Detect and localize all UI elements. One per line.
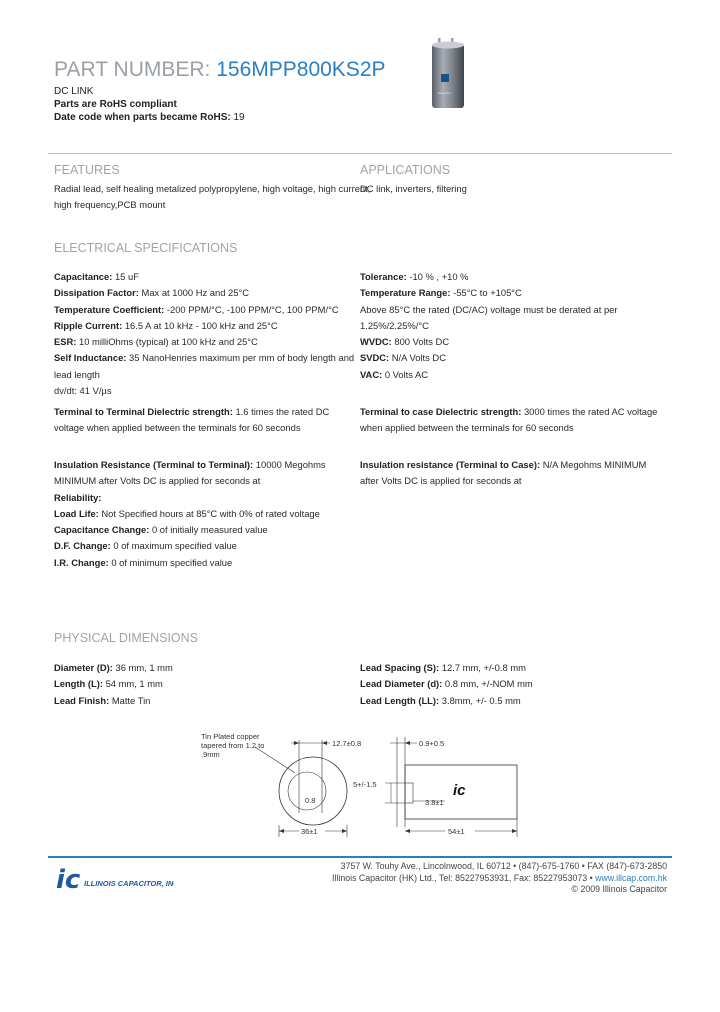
part-number-value: 156MPP800KS2P — [216, 58, 386, 81]
ir-tt: Insulation Resistance (Terminal to Terminal): 10000 Megohms MINIMUM after Volts DC is applied for seconds at Reliability: Load Life: Not Specified hours at 85°C with 0% of rated voltage Capacitance Change: 0 of initially measured value D.F. Change: 0 of maximum specified value I.R. Change: 0 of minimum specified value — [54, 457, 326, 571]
spec-row: Lead Length (LL): 3.8mm, +/- 0.5 mm — [360, 694, 521, 706]
electrical-right-list — [360, 269, 618, 383]
footer-rule — [48, 856, 672, 858]
electrical-heading: ELECTRICAL SPECIFICATIONS — [54, 241, 238, 255]
dim-ll-label: 3.8±1 — [425, 798, 444, 807]
dvdt-row: dv/dt: 41 V/µs — [54, 385, 112, 397]
footer-address: 3757 W. Touhy Ave., Lincolnwood, IL 60712 • (847)-675-1760 • FAX (847)-673-2850 — [340, 861, 667, 871]
footer-copyright: © 2009 Illinois Capacitor — [571, 884, 667, 894]
spec-row: ESR: 10 milliOhms (typical) at 100 kHz and 25°C — [54, 336, 258, 348]
reliability-row: I.R. Change: 0 of minimum specified value — [54, 556, 233, 568]
svg-text:capacitor: capacitor — [437, 91, 451, 95]
svg-text:ic: ic — [56, 865, 81, 892]
spec-row: Temperature Range: -55°C to +105°C — [360, 287, 522, 299]
applications-text: DC link, inverters, filtering — [360, 183, 467, 194]
ic-logo-mark: ic — [453, 782, 466, 799]
dim-inner-label: 0.8 — [305, 796, 316, 805]
tt-dielectric: Terminal to Terminal Dielectric strength: 1.6 times the rated DC voltage when applied between the terminals for 60 seconds — [54, 406, 330, 434]
svg-text:tapered from 1.2 to: tapered from 1.2 to — [201, 741, 265, 750]
reliability-row: Load Life: Not Specified hours at 85°C with 0% of rated voltage — [54, 507, 320, 519]
spec-row: WVDC: 800 Volts DC — [360, 336, 450, 348]
spec-row: Diameter (D): 36 mm, 1 mm — [54, 662, 173, 673]
spec-row: Length (L): 54 mm, 1 mm — [54, 678, 163, 690]
reliability-row: D.F. Change: 0 of maximum specified value — [54, 540, 237, 552]
derating-note: Above 85°C the rated (DC/AC) voltage must be derated at per — [360, 303, 618, 315]
spec-row-cont: lead length — [54, 368, 100, 380]
footer-contact — [332, 861, 667, 896]
svg-text:Tin Plated copper: Tin Plated copper — [201, 732, 260, 741]
footer-hk: Illinois Capacitor (HK) Ltd., Tel: 85227953931, Fax: 85227953073 • www.illcap.com.hk — [332, 872, 667, 883]
divider — [48, 153, 672, 154]
date-code-line: Date code when parts became RoHS: 19 — [54, 112, 245, 123]
dim-top-label: 0.9+0.5 — [419, 739, 445, 748]
ir-tc: Insulation resistance (Terminal to Case): N/A Megohms MINIMUM after Volts DC is applied for seconds at — [360, 459, 647, 487]
company-logo — [54, 862, 174, 892]
tc-dielectric: Terminal to case Dielectric strength: 3000 times the rated AC voltage when applied between the terminals for 60 seconds — [360, 406, 658, 434]
dimension-drawing — [195, 725, 535, 845]
features-heading: FEATURES — [54, 163, 120, 177]
footer-link[interactable]: www.illcap.com.hk — [595, 872, 667, 883]
derating-note: 1.25%/2.25%/°C — [360, 319, 429, 331]
top-view-circle — [279, 757, 347, 825]
part-number-label: PART NUMBER: — [54, 58, 211, 81]
capacitor-image — [424, 36, 472, 112]
svg-text:ILLINOIS CAPACITOR, INC.: ILLINOIS CAPACITOR, INC. — [84, 879, 174, 888]
spec-row: Tolerance: -10 % , +10 % — [360, 271, 469, 282]
electrical-left-list — [54, 269, 354, 399]
spec-row: Ripple Current: 16.5 A at 10 kHz - 100 kHz and 25°C — [54, 319, 278, 331]
page-title — [54, 58, 386, 82]
rohs-line: Parts are RoHS compliant — [54, 99, 177, 110]
spec-row: VAC: 0 Volts AC — [360, 368, 429, 380]
physical-right-list — [360, 660, 533, 709]
spec-row: Lead Finish: Matte Tin — [54, 694, 151, 706]
reliability-row: Capacitance Change: 0 of initially measured value — [54, 524, 268, 536]
applications-heading: APPLICATIONS — [360, 163, 451, 177]
spec-row: Lead Diameter (d): 0.8 mm, +/-NOM mm — [360, 678, 533, 690]
spec-row: Capacitance: 15 uF — [54, 271, 139, 282]
spec-row: SVDC: N/A Volts DC — [360, 352, 446, 364]
spec-row: Dissipation Factor: Max at 1000 Hz and 25°C — [54, 287, 249, 299]
dim-l-label: 54±1 — [448, 827, 465, 836]
dim-s-label: 12.7±0.8 — [332, 739, 362, 748]
footer-logo — [54, 862, 174, 892]
svg-text:.9mm: .9mm — [201, 750, 220, 759]
note-text — [201, 732, 264, 759]
dim-d-label: 36±1 — [301, 827, 318, 836]
dim-side-label: 5+/-1.5 — [353, 780, 377, 789]
category-line: DC LINK — [54, 86, 94, 97]
reliability-row: Reliability: — [54, 491, 102, 503]
physical-heading: PHYSICAL DIMENSIONS — [54, 631, 199, 645]
features-text: Radial lead, self healing metalized polypropylene, high voltage, high current, high frequency,PCB mount — [54, 183, 371, 211]
spec-row: Self Inductance: 35 NanoHenries maximum per mm of body length and — [54, 352, 355, 364]
spec-row: Temperature Coefficient: -200 PPM/°C, -100 PPM/°C, 100 PPM/°C — [54, 303, 339, 315]
spec-row: Lead Spacing (S): 12.7 mm, +/-0.8 mm — [360, 662, 526, 673]
physical-left-list — [54, 660, 173, 709]
